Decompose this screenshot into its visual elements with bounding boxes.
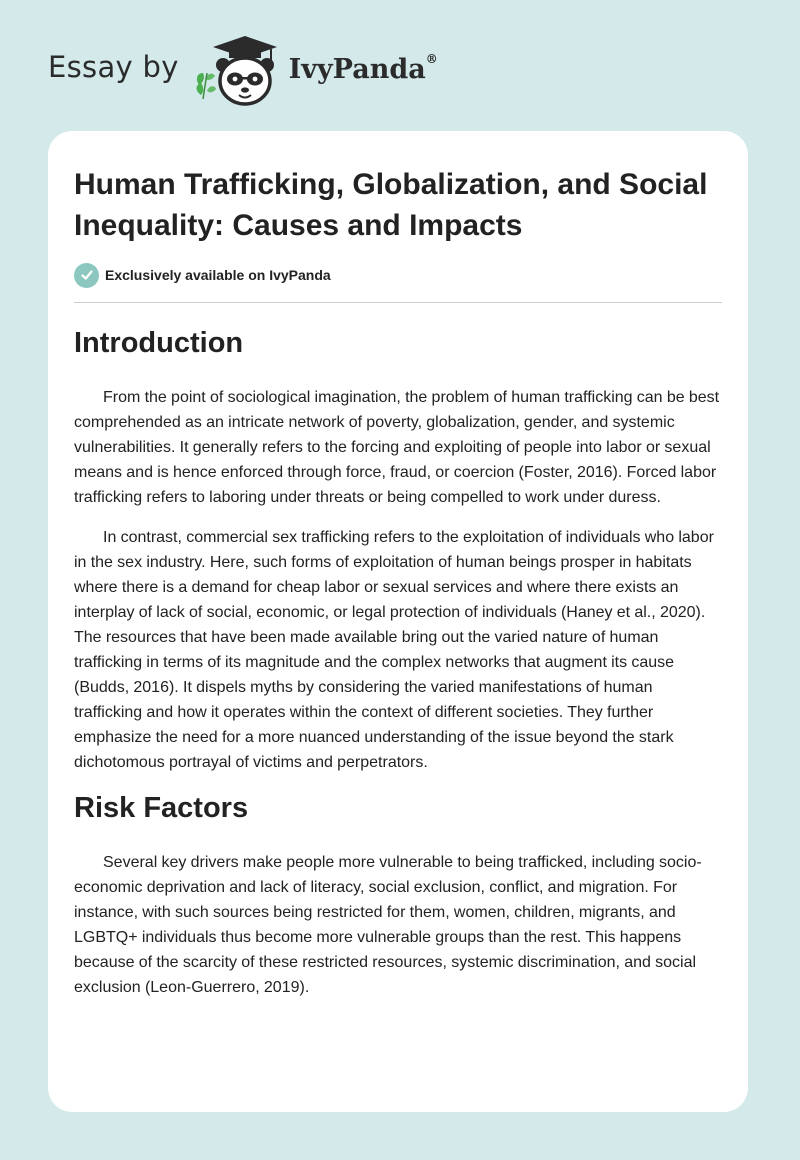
badge-text: Exclusively available on IvyPanda <box>105 267 331 283</box>
divider <box>74 302 722 303</box>
section-heading-introduction: Introduction <box>74 327 244 359</box>
section-heading-risk-factors: Risk Factors <box>74 792 249 824</box>
essay-by-label: Essay by <box>48 50 179 84</box>
exclusive-badge <box>74 262 722 288</box>
page-title: Human Trafficking, Globalization, and Social Inequality: Causes and Impacts <box>74 168 708 242</box>
paragraph: From the point of sociological imagination, the problem of human trafficking can be best comprehended as an intricate network of poverty, globalization, gender, and systemic vulnerabilities. It generally refers to the forcing and exploiting of people into labor or sexual means and is hence enforced through force, fraud, or coercion (Foster, 2016). Forced labor trafficking refers to laboring under threats or being compelled to work under duress. <box>74 389 720 506</box>
panda-graduate-icon[interactable] <box>193 33 285 109</box>
registered-mark: ® <box>425 51 438 66</box>
brand-name[interactable]: IvyPanda® <box>288 51 438 85</box>
check-icon <box>74 263 99 288</box>
paragraph: In contrast, commercial sex trafficking refers to the exploitation of individuals who labor in the sex industry. Here, such forms of exploitation of human beings prosper in habitats where there is a demand for cheap labor or sexual services and where there exists an interplay of lack of social, economic, or legal protection of individuals (Haney et al., 2020). The resources that have been made available bring out the varied nature of human trafficking in terms of its magnitude and the complex networks that augment its cause (Budds, 2016). It dispels myths by considering the varied manifestations of human trafficking and how it operates within the context of different societies. They further emphasize the need for a more nuanced understanding of the issue beyond the stark dichotomous portrayal of victims and perpetrators. <box>74 529 714 771</box>
article-card <box>48 131 748 1112</box>
paragraph: Several key drivers make people more vulnerable to being trafficked, including socio-economic deprivation and lack of literacy, social exclusion, conflict, and migration. For instance, with such sources being restricted for them, women, children, migrants, and LGBTQ+ individuals thus become more vulnerable groups than the rest. This happens because of the scarcity of these restricted resources, systemic discrimination, and social exclusion (Leon-Guerrero, 2019). <box>74 854 702 996</box>
site-header <box>48 32 438 112</box>
